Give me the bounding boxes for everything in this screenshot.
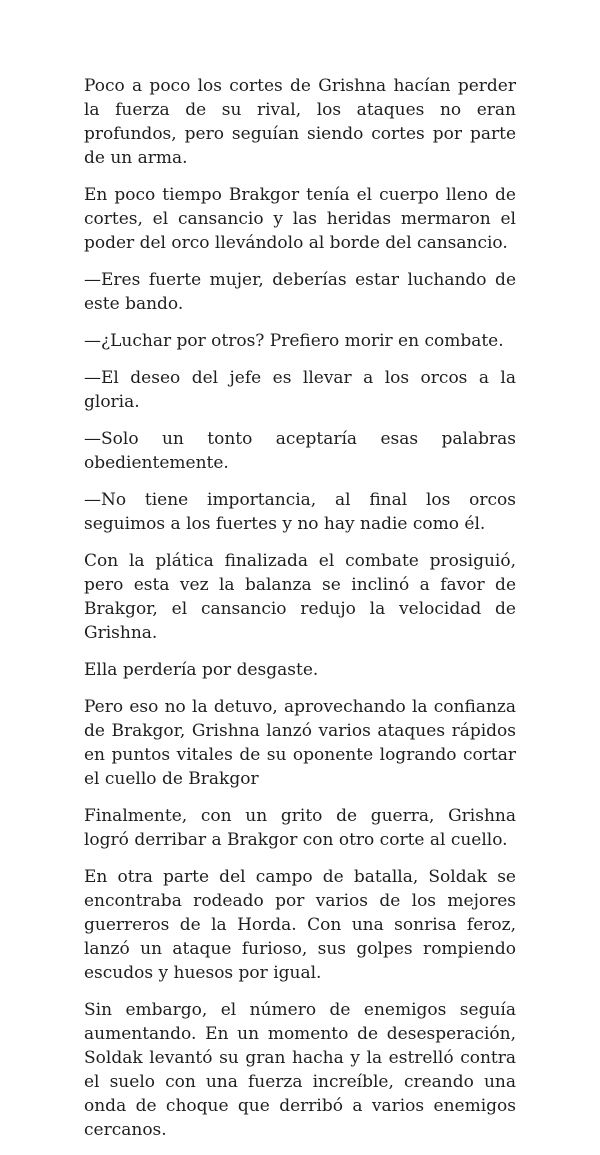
book-page <box>84 74 516 1155</box>
dialogue-line-4: —Solo un tonto aceptaría esas palabras obedientemente. <box>84 429 516 473</box>
dialogue-line-5: —No tiene importancia, al final los orcos seguimos a los fuertes y no hay nadie como él. <box>84 490 516 534</box>
dialogue-line-3: —El deseo del jefe es llevar a los orcos a la gloria. <box>84 368 516 412</box>
paragraph-3: Con la plática finalizada el combate prosiguió, pero esta vez la balanza se inclinó a favor de Brakgor, el cansancio redujo la velocidad de Grishna. <box>84 551 516 643</box>
paragraph-1: Poco a poco los cortes de Grishna hacían perder la fuerza de su rival, los ataques no eran profundos, pero seguían siendo cortes por parte de un arma. <box>84 76 516 168</box>
dialogue-line-2: —¿Luchar por otros? Prefiero morir en combate. <box>84 331 504 351</box>
paragraph-2: En poco tiempo Brakgor tenía el cuerpo lleno de cortes, el cansancio y las heridas mermaron el poder del orco llevándolo al borde del cansancio. <box>84 185 516 253</box>
dialogue-line-1: —Eres fuerte mujer, deberías estar luchando de este bando. <box>84 270 516 314</box>
paragraph-8: Sin embargo, el número de enemigos seguía aumentando. En un momento de desesperación, Soldak levantó su gran hacha y la estrelló contra el suelo con una fuerza increíble, creando una onda de choque que derribó a varios enemigos cercanos. <box>84 1000 516 1140</box>
paragraph-6: Finalmente, con un grito de guerra, Grishna logró derribar a Brakgor con otro corte al cuello. <box>84 806 516 850</box>
paragraph-5: Pero eso no la detuvo, aprovechando la confianza de Brakgor, Grishna lanzó varios ataques rápidos en puntos vitales de su oponente logrando cortar el cuello de Brakgor <box>84 697 516 789</box>
paragraph-4: Ella perdería por desgaste. <box>84 660 319 680</box>
paragraph-7: En otra parte del campo de batalla, Soldak se encontraba rodeado por varios de los mejores guerreros de la Horda. Con una sonrisa feroz, lanzó un ataque furioso, sus golpes rompiendo escudos y huesos por igual. <box>84 867 516 983</box>
